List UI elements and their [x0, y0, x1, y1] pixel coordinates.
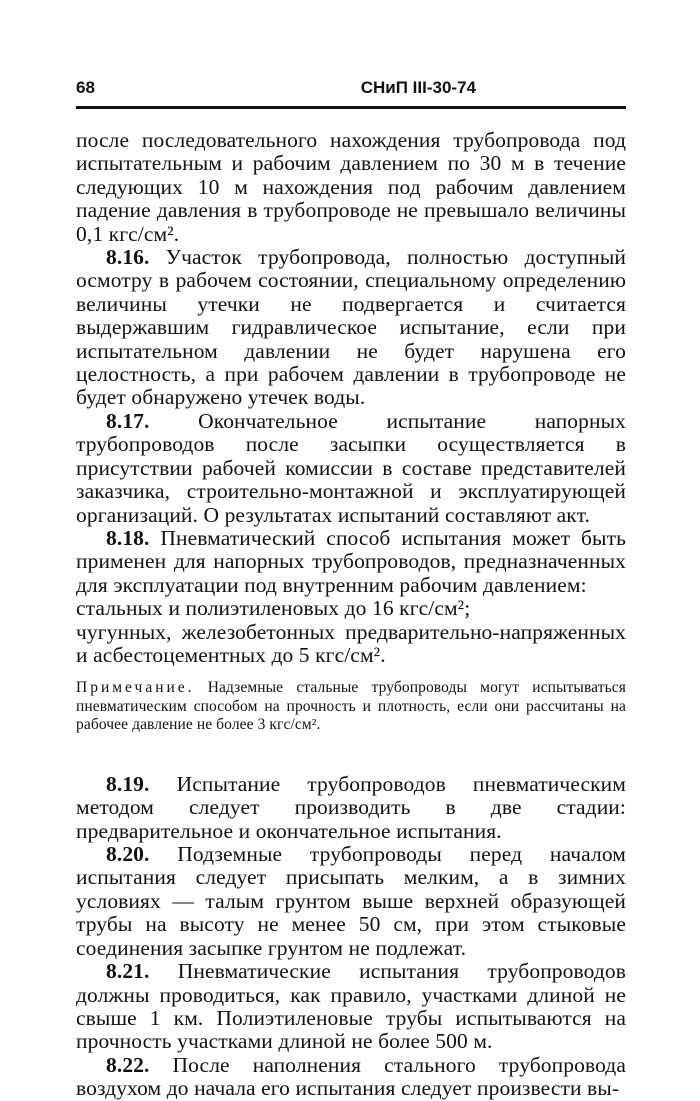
page-header: [76, 78, 626, 102]
section-text: Окончательное испытание напорных трубопроводов после засыпки осуществляется в присутствии рабочей комиссии в составе представителей заказчика, строительно-монтажной и эксплуатирующей организаций. О результатах испытаний составляют акт.: [76, 408, 626, 527]
paragraph-8-22: [76, 1054, 626, 1101]
note-text: Надземные стальные трубопроводы могут испытываться пневматическим способом на прочность и плотность, если они рассчитаны на рабочее давление не более 3 кгс/см².: [76, 679, 626, 734]
page-number: 68: [76, 78, 95, 97]
section-text: Подземные трубопроводы перед началом испытания следует присыпать мелким, а в зимних условиях — талым грунтом выше верхней образующей трубы на высоту не менее 50 см, при этом стыковые соединения засыпке грунтом не подлежат.: [76, 842, 626, 960]
intro-paragraph: после последовательного нахождения трубопровода под испытательным и рабочим давлением по 30 м в течение следующих 10 м нахождения под рабочим давлением падение давления в трубопроводе не превышало величины 0,1 кгс/см².: [76, 128, 626, 246]
note-block: [76, 679, 626, 735]
list-item: стальных и полиэтиленовых до 16 кгс/см²;: [76, 596, 471, 621]
paragraph-8-19: [76, 773, 626, 843]
section-number: 8.22.: [106, 1052, 150, 1077]
body-text: [76, 129, 626, 1101]
header-rule: [76, 106, 626, 109]
paragraph-8-20: [76, 843, 626, 960]
section-number: 8.19.: [106, 771, 150, 796]
paragraph-8-21: [76, 960, 626, 1054]
note-label: Примечание.: [76, 679, 195, 697]
section-number: 8.20.: [106, 842, 150, 867]
section-number: 8.17.: [106, 408, 150, 433]
paragraph-8-18: [76, 527, 626, 597]
paragraph-8-16: [76, 246, 626, 410]
section-text: Пневматические испытания трубопроводов должны проводиться, как правило, участками длиной не свыше 1 км. Полиэтиленовые трубы испытываются на прочность участками длиной не более 500 м.: [76, 959, 626, 1054]
section-text: Испытание трубопроводов пневматическим методом следует производить в две стадии: предварительное и окончательное испытания.: [76, 771, 626, 843]
section-number: 8.18.: [106, 525, 150, 550]
document-page: [76, 78, 626, 1101]
section-text: Пневматический способ испытания может быть применен для напорных трубопроводов, предназначенных для эксплуатации под внутренним рабочим давлением:: [76, 525, 626, 597]
section-text: После наполнения стального трубопровода воздухом до начала его испытания следует произвести вы-: [76, 1052, 626, 1101]
section-number: 8.21.: [106, 959, 150, 984]
section-text: Участок трубопровода, полностью доступный осмотру в рабочем состоянии, специальному определению величины утечки не подвергается и считается выдержавшим гидравлическое испытание, если при испытательном давлении не будет нарушена его целостность, а при рабочем давлении в трубопроводе не будет обнаружено утечек воды.: [76, 245, 626, 410]
list-item: чугунных, железобетонных предварительно-напряженных и асбестоцементных до 5 кгс/см².: [76, 619, 626, 667]
section-number: 8.16.: [106, 245, 150, 270]
paragraph-8-17: [76, 410, 626, 527]
document-code: СНиП III-30-74: [360, 78, 476, 97]
